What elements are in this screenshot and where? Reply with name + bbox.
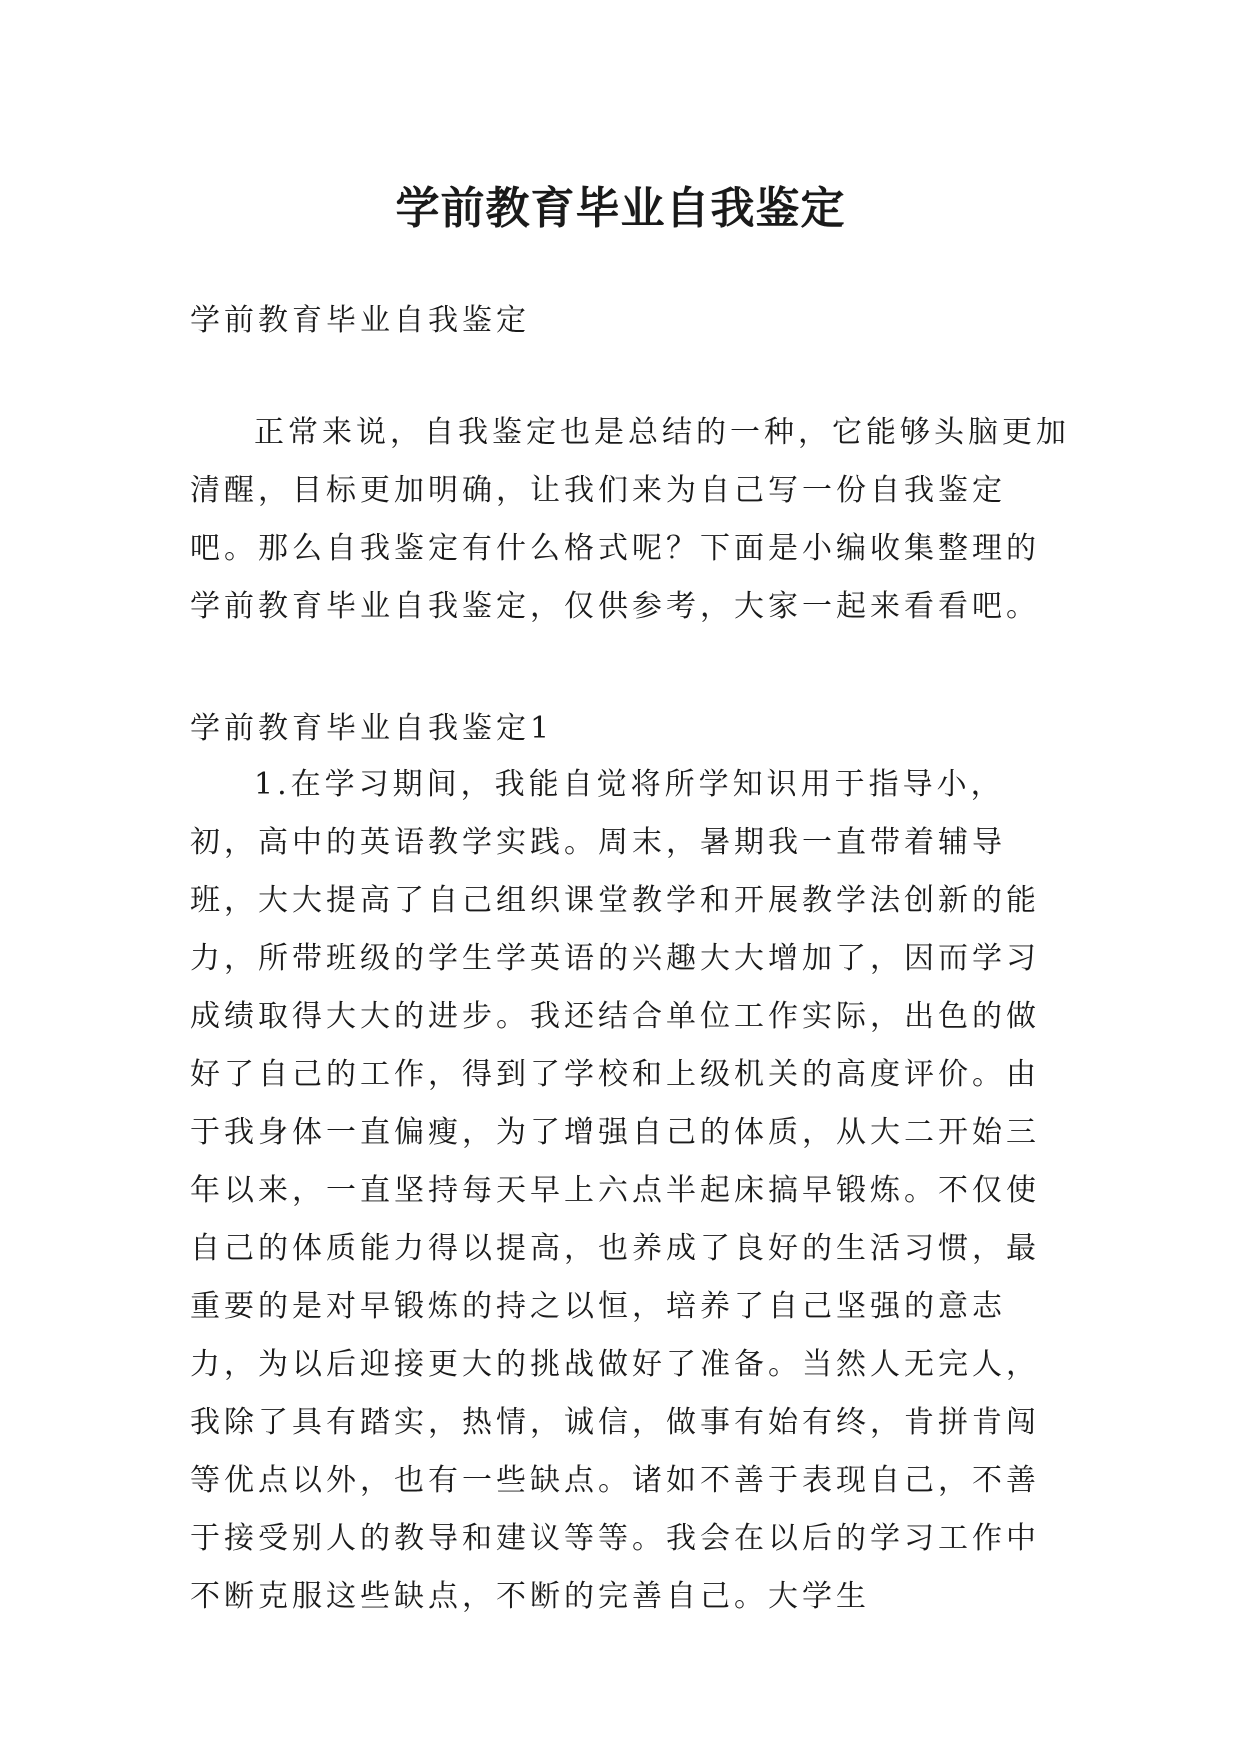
section-heading: 学前教育毕业自我鉴定1 <box>190 711 554 746</box>
document-subtitle: 学前教育毕业自我鉴定 <box>190 303 530 338</box>
intro-paragraph: 正常来说，自我鉴定也是总结的一种，它能够头脑更加清醒，目标更加明确，让我们来为自己写一份自我鉴定吧。那么自我鉴定有什么格式呢？下面是小编收集整理的学前教育毕业自我鉴定，仅供参考，大家一起来看看吧。 <box>190 415 1070 624</box>
document-title: 学前教育毕业自我鉴定 <box>395 183 846 235</box>
section-paragraph: 1.在学习期间，我能自觉将所学知识用于指导小，初，高中的英语教学实践。周末，暑期我一直带着辅导班，大大提高了自己组织课堂教学和开展教学法创新的能力，所带班级的学生学英语的兴趣大大增加了，因而学习成绩取得大大的进步。我还结合单位工作实际，出色的做好了自己的工作，得到了学校和上级机关的高度评价。由于我身体一直偏瘦，为了增强自己的体质，从大二开始三年以来，一直坚持每天早上六点半起床搞早锻炼。不仅使自己的体质能力得以提高，也养成了良好的生活习惯，最重要的是对早锻炼的持之以恒，培养了自己坚强的意志力，为以后迎接更大的挑战做好了准备。当然人无完人，我除了具有踏实，热情，诚信，做事有始有终，肯拼肯闯等优点以外，也有一些缺点。诸如不善于表现自己，不善于接受别人的教导和建议等等。我会在以后的学习工作中不断克服这些缺点，不断的完善自己。大学生 <box>190 767 1040 1614</box>
